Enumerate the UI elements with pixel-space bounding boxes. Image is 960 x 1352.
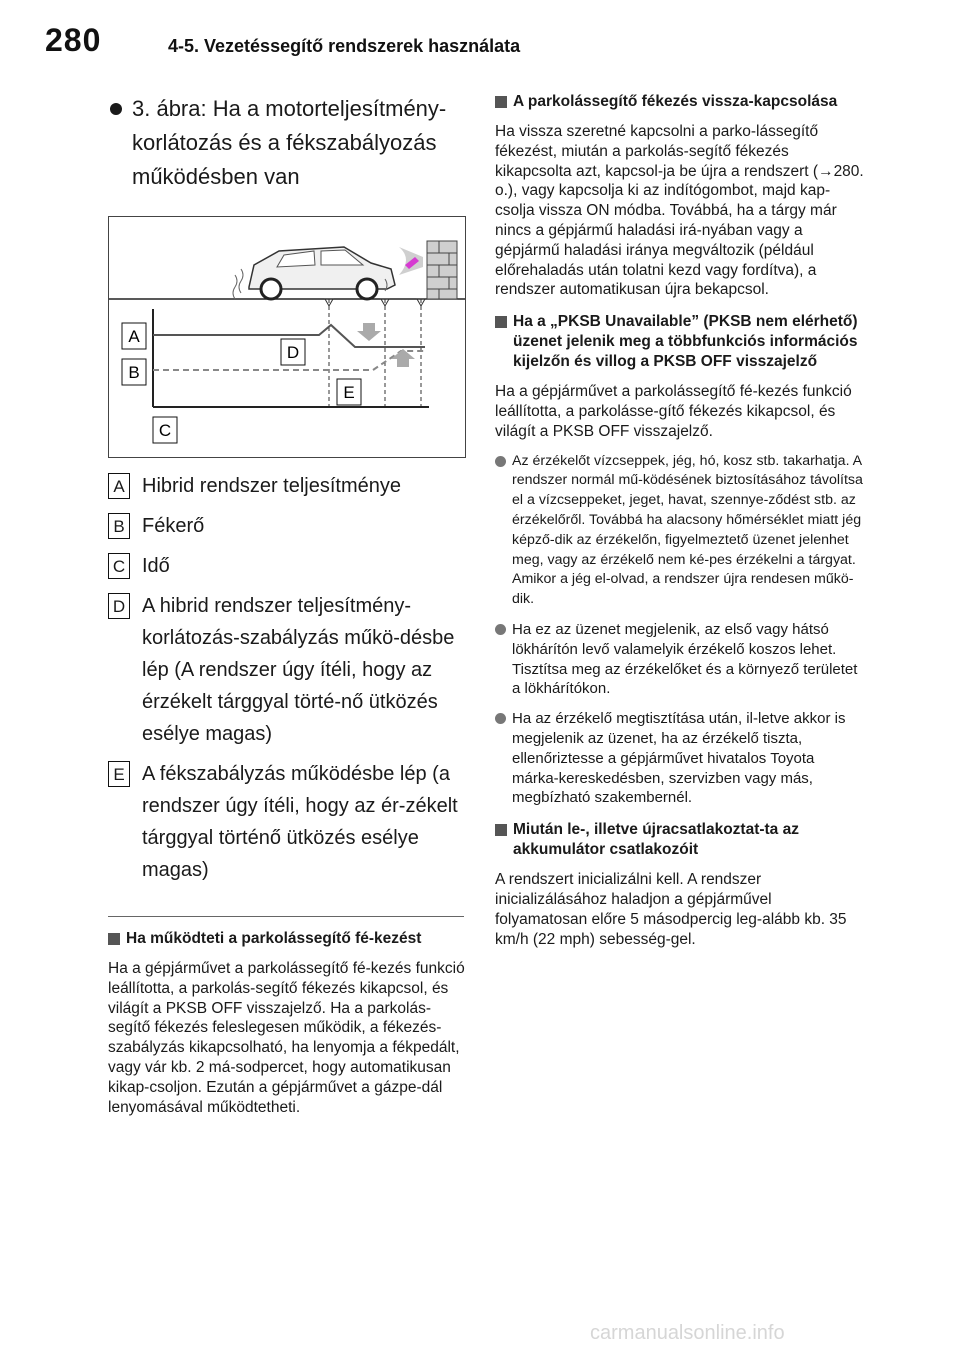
legend-key-d: D [108,593,130,619]
section3-heading [495,312,865,372]
square-bullet-icon [495,96,507,108]
section2-heading [495,92,865,112]
legend-row-a [108,470,468,502]
section1-body: Ha a gépjárművet a parkolássegítő fé-kezés funkció leállította, a parkolás-segítő fékezés kikapcsol, és világít a PKSB OFF visszajelző. Ha a parkolás-segítő fékezés feleslegesen működik, a fékezés-szabályzás kikapcsolható, ha lenyomja a fékpedált, vagy vár kb. 2 má-sodpercet, hogy automatikusan kikap-csoljon. Ezután a gépjárművet a gázpe-dál lenyomásával működtetheti. [108,960,465,1116]
section3-bullet-3 [495,709,865,808]
section1-heading-text: Ha működteti a parkolássegítő fé-kezést [126,930,422,947]
legend-row-b [108,510,468,542]
section3-bullet-2-text: Ha ez az üzenet megjelenik, az első vagy hátsó lökhárítón levő valamelyik érzékelő koszos lehet. Tisztítsa meg az érzékelőket és a környező területet a lökhárítókon. [512,620,858,698]
round-bullet-icon [495,624,506,635]
bullet-dot-icon [110,103,122,115]
fig-label-d: D [286,343,300,362]
square-bullet-icon [495,316,507,328]
legend-row-c [108,550,468,582]
section2-body: Ha vissza szeretné kapcsolni a parko-lássegítő fékezést, miután a parkolás-segítő fékezés kikapcsolta azt, kapcsol-ja be újra a rendszert (→280. o.), vagy kapcsolja ki az indítógombot, majd kap-csolja vissza ON módba. Továbbá, ha a tárgy már nincs a gépjármű haladási irá-nyában vagy a gépjármű haladási iránya megváltozik (például előrehaladás után tolatni kezd vagy fordítva), a rendszer automatikusan újra bekapcsol. [495,123,864,299]
round-bullet-icon [495,713,506,724]
legend-text-a: Hibrid rendszer teljesítménye [142,475,401,497]
wall-icon [427,241,457,299]
left-column [108,92,468,1117]
section-title: 4-5. Vezetéssegítő rendszerek használata [168,36,521,56]
legend-key-b: B [108,513,130,539]
section3-heading-text: Ha a „PKSB Unavailable” (PKSB nem elérhető) üzenet jelenik meg a többfunkciós információs kijelzőn és villog a PKSB OFF visszajelző [513,313,858,371]
intro-text: 3. ábra: Ha a motorteljesítmény-korlátozás és a fékszabályozás működésben van [132,96,447,189]
square-bullet-icon [495,824,507,836]
diagram-svg [109,217,465,457]
legend-row-e [108,758,468,886]
section1-heading [108,929,468,949]
watermark: carmanualsonline.info [590,1322,785,1344]
legend-key-c: C [108,553,130,579]
section3-bullet-2 [495,620,865,699]
page-header [0,0,960,80]
fig-label-c: C [158,421,172,440]
section4-heading [495,820,865,860]
round-bullet-icon [495,456,506,467]
section3-bullet-3-text: Ha az érzékelő megtisztítása után, il-letve akkor is megjelenik az üzenet, ha az érzékelő tiszta, ellenőriztesse a gépjárművet hivatalos Toyota márka-kereskedésben, szervizben vagy más, megbízható szakembernél. [512,710,846,807]
intro-bullet [108,92,468,194]
section3-bullet-1 [495,452,865,610]
right-column [495,92,865,949]
fig-label-e: E [343,383,355,402]
section3-body: Ha a gépjárművet a parkolássegítő fé-kezés funkció leállította, a parkolásse-gítő fékezés kikapcsol, és világít a PKSB OFF visszajelző. [495,383,852,440]
legend-text-d: A hibrid rendszer teljesítmény-korlátozás-szabályzás műkö-désbe lép (A rendszer úgy ítéli, hogy az érzékelt tárggyal törté-nő ütközés esélye magas) [142,595,455,745]
legend-text-c: Idő [142,555,170,577]
section4-body: A rendszert inicializálni kell. A rendszer inicializálásához haladjon a gépjárművel folyamatosan előre 5 másodpercig leg-alább kb. 35 km/h (22 mph) sebesség-gel. [495,871,847,948]
legend-text-e: A fékszabályzás működésbe lép (a rendszer úgy ítéli, hogy az ér-zékelt tárggyal történő ütközés esélye magas) [142,763,458,881]
divider [108,916,464,917]
page-number: 280 [45,22,102,58]
diagram-figure [108,216,466,458]
fig-label-a: A [128,327,140,346]
legend-key-a: A [108,473,130,499]
legend-key-e: E [108,761,130,787]
car-icon [233,247,423,299]
section4-heading-text: Miután le-, illetve újracsatlakoztat-ta az akkumulátor csatlakozóit [513,821,799,859]
legend-row-d [108,590,468,750]
section3-bullet-1-text: Az érzékelőt vízcseppek, jég, hó, kosz stb. takarhatja. A rendszer normál mű-ködésének biztosításához távolítsa el a vízcseppeket, jeget, havat, szennye-ződést stb. az érzékelőről. Továbbá ha alacsony hőmérséklet miatt jég képző-dik az érzékelőn, figyelmeztető üzenet jelenhet meg, vagy az érzékelő nem ké-pes érzékelni a tárgyat. Amikor a jég el-olvad, a rendszer újra rendesen műkö-dik. [512,452,863,608]
legend-text-b: Fékerő [142,515,205,537]
square-bullet-icon [108,933,120,945]
fig-label-b: B [128,363,140,382]
section2-heading-text: A parkolássegítő fékezés vissza-kapcsolása [513,93,838,110]
